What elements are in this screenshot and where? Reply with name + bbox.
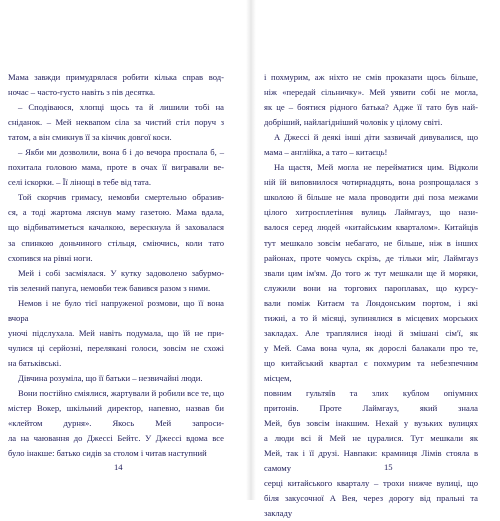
- text-line: Мей, так і її друзі. Навпаки: крамниця Лімів стояла в самому: [264, 448, 478, 474]
- text-line: А Джессі й деякі інші діти зазвичай дивувалися, що: [274, 132, 478, 143]
- text-line: що відбиватиметься качалкою, верескнула й заховалася: [8, 222, 224, 233]
- text-line: «клейтом дурня». Якось Мей запроси-: [8, 418, 224, 429]
- text-line: на батьківські.: [8, 357, 62, 368]
- text-line: притонів. Проте Лаймгауз, який знала: [264, 403, 478, 414]
- text-line: Немов і не було тієї напруженої розмови, що її вона вчора: [8, 297, 224, 323]
- text-line: і похмурим, аж ніхто не смів проказати щось більше,: [264, 72, 478, 82]
- text-line: школою й більше не мала проводити дні поза межами: [264, 192, 478, 203]
- text-line: ночас – часто-густо навіть з пів десятка.: [8, 87, 156, 98]
- text-line: вали поміж Китаєм та Лондонським портом, і які: [264, 297, 478, 308]
- text-line: повним гультяїв та злих кублом опіумних: [264, 387, 478, 398]
- text-line: тут мешкало зовсім небагато, не більше, ніж в інших: [264, 237, 478, 248]
- text-line: похитала головою мама, проте в очах її вигравали ве-: [8, 162, 224, 173]
- text-line: Вони постійно сміялися, жартували й робили все те, що: [18, 387, 224, 398]
- text-line: татом, а він смикнув її за кінчик довгої коси.: [8, 132, 172, 143]
- text-line: біля закусочної А Вея, через дорогу від пральні та закладу: [264, 493, 478, 519]
- text-line: уночі підслухала. Мей навіть подумала, що їй не при-: [8, 327, 224, 338]
- text-line: ніж «передай сільничку». Мей уявити собі не могла,: [264, 87, 478, 98]
- right-page-text: [264, 70, 478, 521]
- text-line: було інакше: батько сидів за столом і читав наступний: [8, 448, 207, 459]
- text-line: що китайський квартал є похмурим та небезпечним місцем,: [264, 357, 478, 383]
- text-line: – Якби ми дозволили, вона б і до вечора проспала б, –: [18, 147, 224, 158]
- text-line: містер Вокер, шкільний директор, напевно, назвав би: [8, 403, 224, 414]
- text-line: сніданок. – Мей неквапом сіла за чистий стіл поруч з: [8, 117, 224, 128]
- text-line: мама – англійка, а тато – китаєць!: [264, 147, 388, 158]
- text-line: ній їй виповнилося чотирнадцять, вона розпрощалася з: [264, 177, 478, 188]
- text-line: Дівчина розуміла, що її батьки – незвичайні люди.: [18, 372, 203, 383]
- right-page-number: 15: [384, 462, 393, 472]
- text-line: районах, проте чомусь скрізь, де тільки міг, Лаймгауз: [264, 252, 478, 263]
- text-line: за спинкою доньчиного стільця, сміючись, коли тато: [8, 237, 224, 248]
- text-line: цілого хитросплетіння вулиць Лаймгауз, що нази-: [264, 207, 478, 218]
- book-gutter: [246, 0, 256, 500]
- text-line: ла на чаювання до Джессі Бейтс. У Джессі вдома все: [8, 433, 224, 444]
- text-line: валося серед людей «китайським кварталом». Китайців: [264, 222, 478, 233]
- text-line: На щастя, Мей могла не перейматися цим. Відколи: [274, 162, 478, 173]
- text-line: Мей і собі засміялася. У кутку задоволено забурмо-: [18, 267, 224, 278]
- text-line: Той скорчив гримасу, немовби смертельно образив-: [18, 192, 224, 203]
- text-line: як це – боятися рідного батька? Адже її тато був най-: [264, 102, 478, 113]
- text-line: тів зелений папуга, немовби теж бавився разом з ними.: [8, 282, 211, 293]
- text-line: тижні, а то й місяці, зупинялися в місцевих морських: [264, 312, 478, 323]
- text-line: ся, а тоді жартома ляснув маму газетою. Мама вдала,: [8, 207, 224, 218]
- text-line: а люди всі й Мей не цуралися. Тут мешкали як: [264, 433, 478, 444]
- text-line: селі іскорки. – Її лінощі в тебе від тата.: [8, 177, 151, 188]
- text-line: служили вони на торгових пароплавах, що курсу-: [264, 282, 478, 293]
- text-line: чулися ці серйозні, перелякані голоси, зовсім не схожі: [8, 342, 224, 353]
- text-line: Мама завжди примудрялася робити кілька справ вод-: [8, 72, 224, 82]
- left-page-number: 14: [114, 462, 123, 472]
- text-line: – Сподіваюся, хлопці щось та й лишили тобі на: [18, 102, 224, 113]
- text-line: Мей, був зовсім інакшим. Нехай у вузьких вулицях: [264, 418, 478, 429]
- text-line: звали цим ім'ям. До того ж тут мешкали ще й моряки,: [264, 267, 478, 278]
- text-line: закладах. Але траплялися іноді й змішані сім'ї, як: [264, 327, 478, 338]
- text-line: схопився на рівні ноги.: [8, 252, 93, 263]
- left-page-text: [8, 70, 224, 461]
- text-line: у Мей. Сама вона чула, як дорослі балакали про те,: [264, 342, 478, 353]
- text-line: добріший, найлагідніший чоловік у цілому світі.: [264, 117, 443, 128]
- text-line: серці китайського кварталу – трохи нижче вулиці, що: [264, 478, 478, 489]
